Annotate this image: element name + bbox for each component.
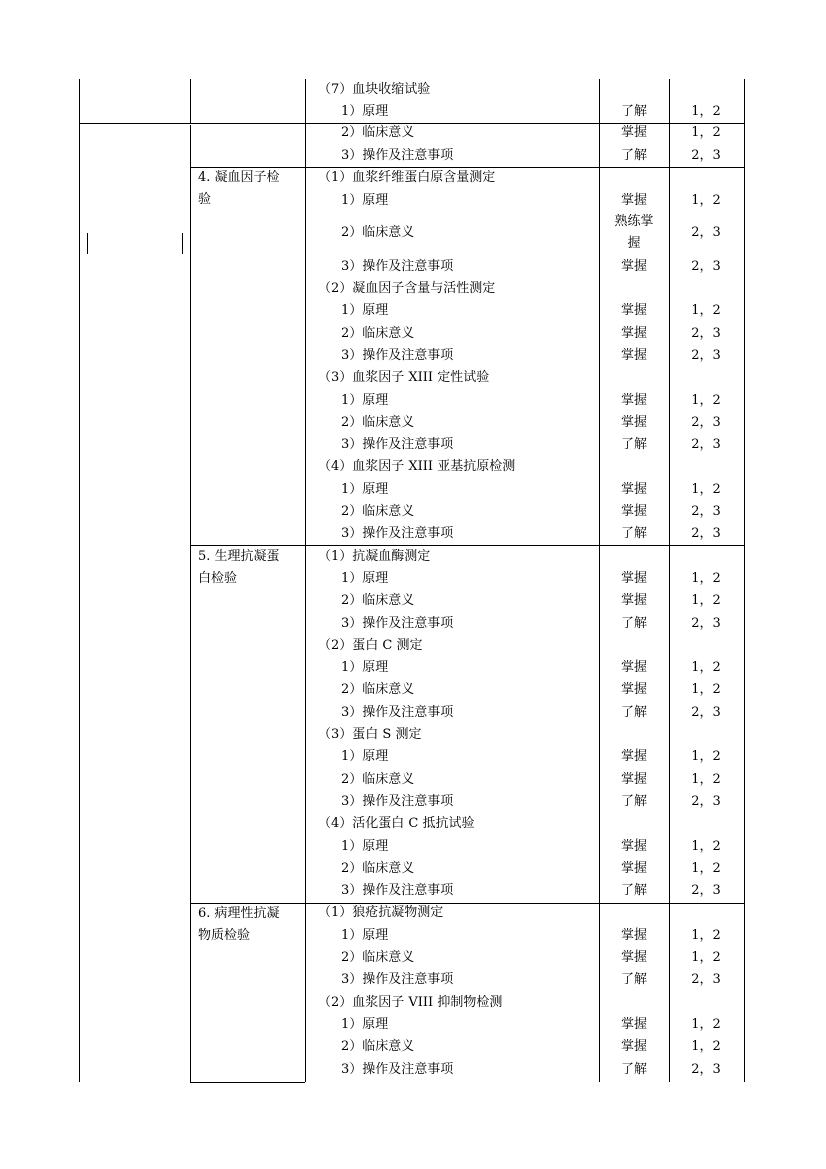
level-text: 掌握 xyxy=(620,570,647,586)
unit-text: 2，3 xyxy=(691,347,721,363)
sub-item-text: 3）操作及注意事项 xyxy=(341,347,454,363)
unit-text: 1，2 xyxy=(691,771,721,787)
level-text: 掌握 xyxy=(620,771,647,787)
table-rule-vertical xyxy=(190,125,191,545)
unit-text: 2，3 xyxy=(691,225,721,240)
item-text: （1）狼疮抗凝物测定 xyxy=(318,905,444,921)
level-text: 了解 xyxy=(620,437,647,453)
sub-item-text: 3）操作及注意事项 xyxy=(341,526,454,542)
table-rule-vertical xyxy=(599,79,600,1082)
sub-item-text: 1）原理 xyxy=(341,838,389,854)
sub-item-text: 3）操作及注意事项 xyxy=(341,883,454,899)
sub-item-text: 2）临床意义 xyxy=(341,125,415,140)
table-rule-horizontal xyxy=(190,1082,305,1083)
level-text: 了解 xyxy=(620,883,647,899)
sub-item-text: 2）临床意义 xyxy=(341,1039,415,1055)
sub-item-text: 1）原理 xyxy=(341,481,389,497)
unit-text: 1，2 xyxy=(691,1039,721,1055)
level-text: 掌握 xyxy=(620,660,647,676)
level-text: 掌握 xyxy=(620,682,647,698)
sub-item-text: 3）操作及注意事项 xyxy=(341,259,454,274)
unit-text: 1，2 xyxy=(691,593,721,609)
table-rule-horizontal xyxy=(79,123,744,124)
unit-text: 1，2 xyxy=(691,950,721,965)
table-rule-vertical xyxy=(305,79,306,1082)
unit-text: 1，2 xyxy=(691,481,721,497)
item-text: （1）抗凝血酶测定 xyxy=(318,548,431,564)
section-heading: 验 xyxy=(198,192,212,207)
sub-item-text: 1）原理 xyxy=(341,193,389,208)
level-text: 了解 xyxy=(620,1061,647,1077)
sub-item-text: 1）原理 xyxy=(341,303,389,319)
sub-item-text: 2）临床意义 xyxy=(341,950,415,965)
level-text: 了解 xyxy=(620,148,647,163)
section-heading: 白检验 xyxy=(198,571,238,586)
table-rule-vertical xyxy=(87,233,88,254)
level-text: 掌握 xyxy=(620,1016,647,1032)
sub-item-text: 1）原理 xyxy=(341,570,389,586)
unit-text: 2，3 xyxy=(691,793,721,809)
item-text: （2）血浆因子 VIII 抑制物检测 xyxy=(318,994,503,1010)
unit-text: 2，3 xyxy=(691,259,721,274)
sub-item-text: 2）临床意义 xyxy=(341,593,415,609)
level-text: 掌握 xyxy=(620,1039,647,1055)
sub-item-text: 2）临床意义 xyxy=(341,225,415,240)
section-heading: 物质检验 xyxy=(198,928,251,943)
table-rule-vertical xyxy=(190,79,191,123)
unit-text: 2，3 xyxy=(691,615,721,631)
sub-item-text: 2）临床意义 xyxy=(341,414,415,430)
sub-item-text: 1）原理 xyxy=(341,1016,389,1032)
unit-text: 2，3 xyxy=(691,437,721,453)
sub-item-text: 2）临床意义 xyxy=(341,682,415,698)
unit-text: 2，3 xyxy=(691,972,721,988)
level-text: 了解 xyxy=(620,972,647,988)
item-text: （2）蛋白 C 测定 xyxy=(318,637,423,653)
unit-text: 1，2 xyxy=(691,682,721,698)
level-text: 掌握 xyxy=(620,504,647,519)
sub-item-text: 3）操作及注意事项 xyxy=(341,704,454,720)
level-text: 掌握 xyxy=(620,860,647,876)
sub-item-text: 1）原理 xyxy=(341,927,389,943)
sub-item-text: 3）操作及注意事项 xyxy=(341,793,454,809)
sub-item-text: 2）临床意义 xyxy=(341,771,415,787)
item-text: （3）血浆因子 XIII 定性试验 xyxy=(318,370,490,386)
unit-text: 1，2 xyxy=(691,838,721,854)
sub-item-text: 3）操作及注意事项 xyxy=(341,437,454,453)
level-text: 掌握 xyxy=(620,838,647,854)
table-rule-vertical xyxy=(182,233,183,254)
section-heading: 5. 生理抗凝蛋 xyxy=(198,549,280,564)
level-text: 掌握 xyxy=(620,927,647,943)
level-text: 掌握 xyxy=(620,125,647,140)
sub-item-text: 1）原理 xyxy=(341,104,389,119)
table-rule-vertical xyxy=(190,545,191,1082)
unit-text: 2，3 xyxy=(691,883,721,899)
item-text: （3）蛋白 S 测定 xyxy=(318,727,422,742)
sub-item-text: 2）临床意义 xyxy=(341,860,415,876)
level-text: 了解 xyxy=(620,704,647,720)
unit-text: 1，2 xyxy=(691,660,721,676)
unit-text: 1，2 xyxy=(691,125,721,140)
item-text: （2）凝血因子含量与活性测定 xyxy=(318,281,496,296)
level-text: 握 xyxy=(627,236,641,251)
unit-text: 2，3 xyxy=(691,325,721,341)
table-rule-horizontal xyxy=(190,903,744,904)
level-text: 掌握 xyxy=(620,392,647,408)
table-rule-horizontal xyxy=(190,167,744,168)
unit-text: 1，2 xyxy=(691,570,721,586)
unit-text: 2，3 xyxy=(691,504,721,519)
unit-text: 1，2 xyxy=(691,927,721,943)
level-text: 掌握 xyxy=(620,414,647,430)
unit-text: 1，2 xyxy=(691,860,721,876)
unit-text: 1，2 xyxy=(691,104,721,119)
unit-text: 1，2 xyxy=(691,1016,721,1032)
unit-text: 1，2 xyxy=(691,193,721,208)
table-rule-horizontal xyxy=(190,545,744,546)
unit-text: 2，3 xyxy=(691,414,721,430)
section-heading: 6. 病理性抗凝 xyxy=(198,906,280,921)
unit-text: 2，3 xyxy=(691,148,721,163)
level-text: 了解 xyxy=(620,526,647,542)
sub-item-text: 3）操作及注意事项 xyxy=(341,972,454,988)
level-text: 掌握 xyxy=(620,950,647,965)
level-text: 掌握 xyxy=(620,259,647,274)
sub-item-text: 1）原理 xyxy=(341,749,389,765)
level-text: 掌握 xyxy=(620,303,647,319)
level-text: 了解 xyxy=(620,104,647,119)
level-text: 掌握 xyxy=(620,347,647,363)
level-text: 掌握 xyxy=(620,481,647,497)
unit-text: 1，2 xyxy=(691,392,721,408)
table-rule-vertical xyxy=(669,79,670,1082)
level-text: 了解 xyxy=(620,793,647,809)
sub-item-text: 3）操作及注意事项 xyxy=(341,615,454,631)
unit-text: 1，2 xyxy=(691,303,721,319)
unit-text: 2，3 xyxy=(691,704,721,720)
level-text: 掌握 xyxy=(620,593,647,609)
table-rule-vertical xyxy=(744,79,745,1082)
sub-item-text: 3）操作及注意事项 xyxy=(341,148,454,163)
level-text: 熟练掌 xyxy=(614,214,654,229)
unit-text: 1，2 xyxy=(691,749,721,765)
table-rule-vertical xyxy=(79,79,80,1082)
unit-text: 2，3 xyxy=(691,1061,721,1077)
sub-item-text: 2）临床意义 xyxy=(341,504,415,519)
item-text: （4）活化蛋白 C 抵抗试验 xyxy=(318,816,475,832)
sub-item-text: 3）操作及注意事项 xyxy=(341,1061,454,1077)
unit-text: 2，3 xyxy=(691,526,721,542)
level-text: 掌握 xyxy=(620,749,647,765)
level-text: 了解 xyxy=(620,615,647,631)
level-text: 掌握 xyxy=(620,193,647,208)
item-text: （4）血浆因子 XIII 亚基抗原检测 xyxy=(318,459,516,475)
sub-item-text: 1）原理 xyxy=(341,392,389,408)
level-text: 掌握 xyxy=(620,325,647,341)
section-heading: 4. 凝血因子检 xyxy=(198,170,280,185)
sub-item-text: 1）原理 xyxy=(341,660,389,676)
item-text: （1）血浆纤维蛋白原含量测定 xyxy=(318,170,496,185)
sub-item-text: 2）临床意义 xyxy=(341,325,415,341)
item-text: （7）血块收缩试验 xyxy=(318,82,431,97)
